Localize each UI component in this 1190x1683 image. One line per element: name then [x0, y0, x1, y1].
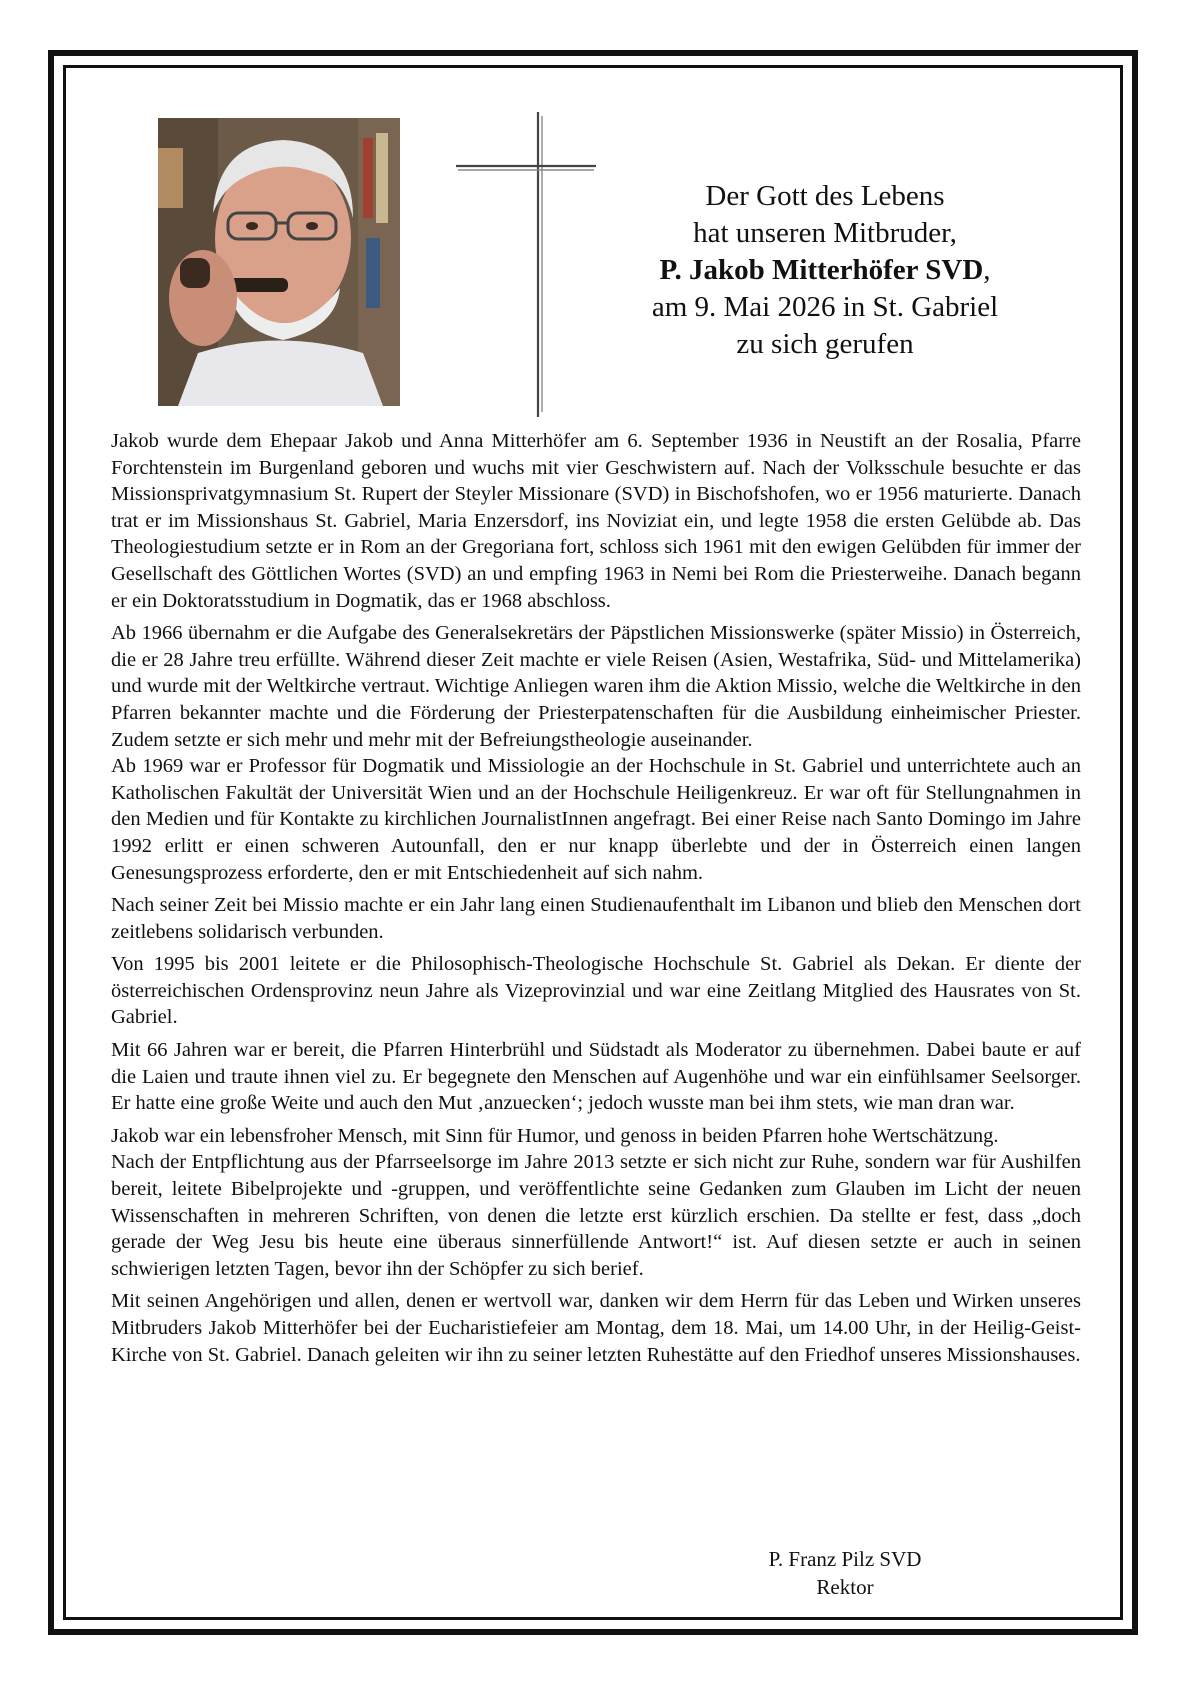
name-suffix: , — [983, 254, 991, 286]
obituary-heading — [600, 178, 1050, 363]
paragraph-funeral: Mit seinen Angehörigen und allen, denen er wertvoll war, danken wir dem Herrn für das Leben und Wirken unseres Mitbruders Jakob Mitterhöfer bei der Eucharistiefeier am Montag, dem 18. Mai, um 14.00 Uhr, in der Heilig-Geist-Kirche von St. Gabriel. Danach geleiten wir ihn zu seiner letzten Ruhestätte auf den Friedhof unseres Missionshauses. — [111, 1290, 1081, 1366]
paragraph-dean: Von 1995 bis 2001 leitete er die Philosophisch-Theologische Hochschule St. Gabriel als Dekan. Er diente der österreichischen Ordensprovinz neun Jahre als Vizeprovinzial und war eine Zeitlang Mitglied des Hausrates von St. Gabriel. — [111, 953, 1081, 1029]
cross-icon — [456, 112, 596, 417]
biography-text — [111, 428, 1081, 1368]
heading-line-5: zu sich gerufen — [736, 328, 914, 360]
paragraph-lebanon: Nach seiner Zeit bei Missio machte er ein Jahr lang einen Studienaufenthalt im Libanon und blieb den Menschen dort zeitlebens solidarisch verbunden. — [111, 894, 1081, 943]
portrait-photo-icon — [158, 118, 400, 406]
heading-line-1: Der Gott des Lebens — [705, 180, 945, 212]
paragraph-missio: Ab 1966 übernahm er die Aufgabe des Generalsekretärs der Päpstlichen Missionswerke (später Missio) in Österreich, die er 28 Jahre treu erfüllte. Während dieser Zeit machte er viele Reisen (Asien, Westafrika, Süd- und Mittelamerika) und wurde mit der Weltkirche vertraut. Wichtige Anliegen waren ihm die Aktion Missio, welche die Weltkirche in den Pfarren bekannter machte und die Förderung der Priesterpatenschaften für die Ausbildung einheimischer Priester. Zudem setzte er sich mehr und mehr mit der Befreiungstheologie auseinander. — [111, 622, 1081, 751]
paragraph-retirement: Nach der Entpflichtung aus der Pfarrseelsorge im Jahre 2013 setzte er sich nicht zur Ruhe, sondern war für Aushilfen bereit, leitete Bibelprojekte und -gruppen, und veröffentlichte seine Gedanken zum Glauben im Licht der neuen Wissenschaften in mehreren Schriften, von denen die letzte erst kürzlich erschien. Da stellte er fest, dass „doch gerade der Weg Jesu bis heute eine überaus sinnerfüllende Antwort!“ ist. Auf diesen setzte er auch in seinen schwierigen letzten Tagen, bevor ihn der Schöpfer zu sich berief. — [111, 1151, 1081, 1280]
paragraph-parishes: Mit 66 Jahren war er bereit, die Pfarren Hinterbrühl und Südstadt als Moderator zu übernehmen. Dabei baute er auf die Laien und traute ihnen viel zu. Er begegnete den Menschen auf Augenhöhe und war ein einfühlsamer Seelsorger. Er hatte eine große Weite und auch den Mut ‚anzuecken‘; jedoch wusste man bei ihm stets, wie man dran war. — [111, 1039, 1081, 1115]
heading-name-line — [600, 252, 1050, 289]
paragraph-character: Jakob war ein lebensfroher Mensch, mit Sinn für Humor, und genoss in beiden Pfarren hohe Wertschätzung. — [111, 1124, 999, 1147]
portrait-photo — [158, 118, 400, 406]
paragraph-early-life: Jakob wurde dem Ehepaar Jakob und Anna Mitterhöfer am 6. September 1936 in Neustift an der Rosalia, Pfarre Forchtenstein im Burgenland geboren und wuchs mit vier Geschwistern auf. Nach der Volksschule besuchte er das Missionsprivatgymnasium St. Rupert der Steyler Missionare (SVD) in Bischofshofen, wo er 1956 maturierte. Danach trat er im Missionshaus St. Gabriel, Maria Enzersdorf, ins Noviziat ein, und legte 1958 die ersten Gelübde ab. Das Theologiestudium setzte er in Rom an der Gregoriana fort, schloss sich 1961 mit den ewigen Gelübden für immer der Gesellschaft des Göttlichen Wortes (SVD) an und empfing 1963 in Nemi bei Rom die Priesterweihe. Danach begann er ein Doktoratsstudium in Dogmatik, das er 1968 abschloss. — [111, 430, 1081, 612]
heading-line-4: am 9. Mai 2026 in St. Gabriel — [651, 291, 999, 323]
heading-line-2: hat unseren Mitbruder, — [693, 217, 957, 249]
paragraph-professor: Ab 1969 war er Professor für Dogmatik und Missiologie an der Hochschule in St. Gabriel und unterrichtete auch an Katholischen Fakultät der Universität Wien und an der Hochschule Heiligenkreuz. Er war oft für Stellungnahmen in den Medien und für Kontakte zu kirchlichen JournalistInnen angefragt. Bei einer Reise nach Santo Domingo im Jahre 1992 erlitt er einen schweren Autounfall, den er nur knapp überlebte und der in Österreich einen langen Genesungsprozess erforderte, den er mit Entschiedenheit auf sich nahm. — [111, 755, 1081, 884]
deceased-name: P. Jakob Mitterhöfer SVD — [659, 254, 984, 286]
signature-block — [720, 1545, 970, 1601]
signature-name: P. Franz Pilz SVD — [768, 1547, 922, 1571]
signature-title: Rektor — [816, 1575, 874, 1599]
